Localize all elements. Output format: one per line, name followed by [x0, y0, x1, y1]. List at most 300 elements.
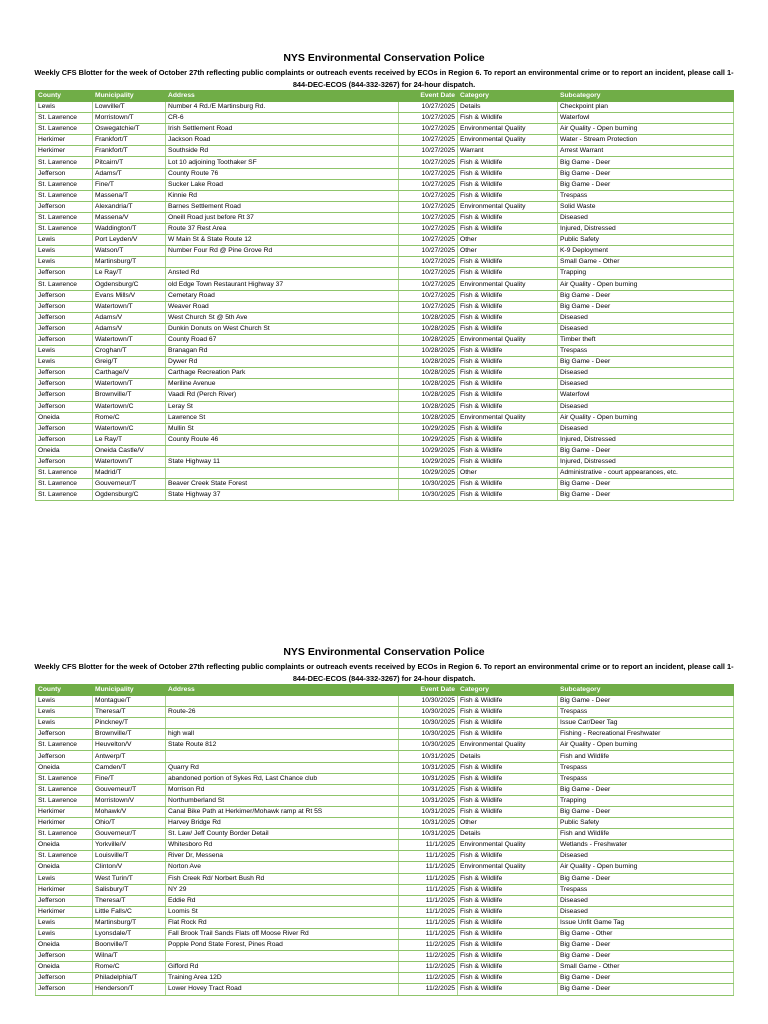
cell-municipality: Brownville/T — [93, 729, 166, 740]
cell-category: Fish & Wildlife — [458, 224, 558, 235]
cell-county: Lewis — [36, 357, 93, 368]
cell-county: Lewis — [36, 718, 93, 729]
cell-category: Fish & Wildlife — [458, 984, 558, 995]
cell-municipality: Mohawk/V — [93, 806, 166, 817]
cell-event-date: 10/27/2025 — [399, 301, 458, 312]
cell-municipality: Carthage/V — [93, 368, 166, 379]
cell-category: Warrant — [458, 146, 558, 157]
cell-subcategory: Fish and Wildlife — [558, 829, 734, 840]
cell-county: Jefferson — [36, 434, 93, 445]
cell-category: Fish & Wildlife — [458, 290, 558, 301]
cell-municipality: Wilna/T — [93, 951, 166, 962]
cell-county: Herkimer — [36, 818, 93, 829]
cell-municipality: Gouverneur/T — [93, 829, 166, 840]
cell-subcategory: Big Game - Deer — [558, 157, 734, 168]
cell-subcategory: Big Game - Deer — [558, 951, 734, 962]
cell-municipality: Evans Mills/V — [93, 290, 166, 301]
cell-address: Quarry Rd — [166, 762, 399, 773]
cell-address: Weaver Road — [166, 301, 399, 312]
cell-category: Fish & Wildlife — [458, 434, 558, 445]
cell-county: Oneida — [36, 862, 93, 873]
column-header-subcategory: Subcategory — [558, 685, 734, 696]
table-row — [36, 379, 734, 390]
cell-subcategory: Solid Waste — [558, 201, 734, 212]
cell-event-date: 10/27/2025 — [399, 157, 458, 168]
cell-address: Loomis St — [166, 906, 399, 917]
table-row — [36, 368, 734, 379]
column-header-municipality: Municipality — [93, 685, 166, 696]
column-header-event-date: Event Date — [399, 91, 458, 102]
cell-municipality: Heuvelton/V — [93, 740, 166, 751]
cell-category: Fish & Wildlife — [458, 479, 558, 490]
cell-event-date: 10/27/2025 — [399, 190, 458, 201]
cell-municipality: Alexandria/T — [93, 201, 166, 212]
cell-municipality: Theresa/T — [93, 707, 166, 718]
cell-county: Jefferson — [36, 323, 93, 334]
cell-county: Oneida — [36, 962, 93, 973]
cell-municipality: Ohio/T — [93, 818, 166, 829]
cell-county: Lewis — [36, 707, 93, 718]
cell-category: Environmental Quality — [458, 740, 558, 751]
cell-event-date: 10/27/2025 — [399, 168, 458, 179]
cell-category: Fish & Wildlife — [458, 962, 558, 973]
cell-subcategory: Checkpoint plan — [558, 102, 734, 113]
blotter-table — [35, 684, 734, 996]
column-header-category: Category — [458, 685, 558, 696]
cell-county: Jefferson — [36, 312, 93, 323]
table-row — [36, 323, 734, 334]
cell-county: Lewis — [36, 257, 93, 268]
cell-subcategory: Trapping — [558, 795, 734, 806]
cell-event-date: 11/2/2025 — [399, 940, 458, 951]
cell-address: Fish Creek Rd/ Norbert Bush Rd — [166, 873, 399, 884]
cell-event-date: 10/27/2025 — [399, 113, 458, 124]
cell-county: Jefferson — [36, 379, 93, 390]
cell-municipality: Morristown/T — [93, 113, 166, 124]
cell-event-date: 10/27/2025 — [399, 102, 458, 113]
cell-municipality: Le Ray/T — [93, 268, 166, 279]
cell-address: Lawrence St — [166, 412, 399, 423]
cell-municipality: Camden/T — [93, 762, 166, 773]
cell-address: Canal Bike Path at Herkimer/Mohawk ramp at Rt 5S — [166, 806, 399, 817]
cell-event-date: 10/30/2025 — [399, 740, 458, 751]
cell-municipality: Clinton/V — [93, 862, 166, 873]
cell-event-date: 11/1/2025 — [399, 851, 458, 862]
cell-category: Fish & Wildlife — [458, 346, 558, 357]
cell-category: Environmental Quality — [458, 412, 558, 423]
cell-address: Northumberland St — [166, 795, 399, 806]
cell-county: St. Lawrence — [36, 212, 93, 223]
cell-subcategory: Big Game - Other — [558, 928, 734, 939]
cell-address: Meriline Avenue — [166, 379, 399, 390]
cell-municipality: Fine/T — [93, 773, 166, 784]
cell-county: St. Lawrence — [36, 773, 93, 784]
cell-address: Flat Rock Rd — [166, 917, 399, 928]
cell-address: Cemetary Road — [166, 290, 399, 301]
cell-subcategory: Water - Stream Protection — [558, 135, 734, 146]
cell-address — [166, 257, 399, 268]
cell-category: Fish & Wildlife — [458, 490, 558, 501]
cell-address: Irish Settlement Road — [166, 124, 399, 135]
table-row — [36, 301, 734, 312]
table-row — [36, 762, 734, 773]
cell-category: Environmental Quality — [458, 840, 558, 851]
cell-category: Other — [458, 246, 558, 257]
cell-category: Other — [458, 818, 558, 829]
cell-category: Fish & Wildlife — [458, 212, 558, 223]
table-row — [36, 212, 734, 223]
table-header-row — [36, 91, 734, 102]
cell-municipality: Rome/C — [93, 412, 166, 423]
cell-address: County Road 67 — [166, 334, 399, 345]
cell-event-date: 10/27/2025 — [399, 124, 458, 135]
cell-subcategory: Diseased — [558, 212, 734, 223]
cell-address: Ansted Rd — [166, 268, 399, 279]
cell-event-date: 10/30/2025 — [399, 729, 458, 740]
table-row — [36, 707, 734, 718]
table-row — [36, 973, 734, 984]
cell-category: Environmental Quality — [458, 279, 558, 290]
column-header-address: Address — [166, 685, 399, 696]
cell-county: Jefferson — [36, 423, 93, 434]
cell-subcategory: Big Game - Deer — [558, 806, 734, 817]
cell-address: Vaadi Rd (Perch River) — [166, 390, 399, 401]
table-row — [36, 818, 734, 829]
cell-county: St. Lawrence — [36, 279, 93, 290]
cell-category: Fish & Wildlife — [458, 718, 558, 729]
cell-category: Fish & Wildlife — [458, 190, 558, 201]
table-row — [36, 884, 734, 895]
table-row — [36, 434, 734, 445]
cell-county: Jefferson — [36, 201, 93, 212]
table-row — [36, 490, 734, 501]
cell-category: Fish & Wildlife — [458, 873, 558, 884]
cell-county: St. Lawrence — [36, 157, 93, 168]
cell-county: St. Lawrence — [36, 124, 93, 135]
table-row — [36, 795, 734, 806]
cell-municipality: Watertown/C — [93, 423, 166, 434]
cell-subcategory: Big Game - Deer — [558, 168, 734, 179]
cell-municipality: Louisville/T — [93, 851, 166, 862]
cell-address: Eddie Rd — [166, 895, 399, 906]
cell-county: Jefferson — [36, 951, 93, 962]
cell-category: Fish & Wildlife — [458, 268, 558, 279]
cell-county: Jefferson — [36, 368, 93, 379]
blotter-page-2 — [0, 646, 768, 996]
cell-county: St. Lawrence — [36, 740, 93, 751]
cell-event-date: 11/1/2025 — [399, 862, 458, 873]
cell-event-date: 10/27/2025 — [399, 201, 458, 212]
cell-county: Lewis — [36, 235, 93, 246]
cell-address: Carthage Recreation Park — [166, 368, 399, 379]
column-header-event-date: Event Date — [399, 685, 458, 696]
cell-municipality: Watson/T — [93, 246, 166, 257]
cell-county: Herkimer — [36, 135, 93, 146]
cell-subcategory: Trapping — [558, 268, 734, 279]
cell-category: Environmental Quality — [458, 334, 558, 345]
cell-event-date: 10/29/2025 — [399, 457, 458, 468]
cell-subcategory: Trespass — [558, 190, 734, 201]
cell-address: County Route 76 — [166, 168, 399, 179]
cell-category: Fish & Wildlife — [458, 696, 558, 707]
cell-municipality: Watertown/C — [93, 401, 166, 412]
cell-county: Jefferson — [36, 401, 93, 412]
cell-subcategory: Diseased — [558, 851, 734, 862]
cell-category: Fish & Wildlife — [458, 401, 558, 412]
cell-municipality: Philadelphia/T — [93, 973, 166, 984]
cell-county: Jefferson — [36, 168, 93, 179]
cell-county: St. Lawrence — [36, 851, 93, 862]
cell-category: Fish & Wildlife — [458, 357, 558, 368]
page-title: NYS Environmental Conservation Police — [283, 646, 485, 658]
cell-subcategory: Diseased — [558, 379, 734, 390]
page-title: NYS Environmental Conservation Police — [283, 52, 485, 64]
cell-county: Jefferson — [36, 751, 93, 762]
cell-event-date: 10/30/2025 — [399, 718, 458, 729]
cell-subcategory: Big Game - Deer — [558, 696, 734, 707]
table-row — [36, 962, 734, 973]
cell-category: Environmental Quality — [458, 862, 558, 873]
cell-subcategory: Big Game - Deer — [558, 490, 734, 501]
cell-category: Environmental Quality — [458, 201, 558, 212]
cell-category: Fish & Wildlife — [458, 795, 558, 806]
cell-municipality: Oswegatchie/T — [93, 124, 166, 135]
cell-event-date: 10/31/2025 — [399, 806, 458, 817]
cell-municipality: Adams/V — [93, 323, 166, 334]
cell-municipality: Gouverneur/T — [93, 479, 166, 490]
table-row — [36, 102, 734, 113]
cell-county: Jefferson — [36, 729, 93, 740]
cell-event-date: 10/28/2025 — [399, 390, 458, 401]
cell-subcategory: Trespass — [558, 762, 734, 773]
cell-municipality: Madrid/T — [93, 468, 166, 479]
cell-event-date: 10/27/2025 — [399, 279, 458, 290]
cell-subcategory: Big Game - Deer — [558, 301, 734, 312]
cell-municipality: Fine/T — [93, 179, 166, 190]
cell-event-date: 10/30/2025 — [399, 479, 458, 490]
cell-municipality: Montague/T — [93, 696, 166, 707]
cell-category: Fish & Wildlife — [458, 368, 558, 379]
table-row — [36, 445, 734, 456]
cell-event-date: 10/29/2025 — [399, 423, 458, 434]
cell-subcategory: Diseased — [558, 401, 734, 412]
cell-address: CR-6 — [166, 113, 399, 124]
cell-municipality: Oneida Castle/V — [93, 445, 166, 456]
cell-category: Environmental Quality — [458, 135, 558, 146]
cell-county: Lewis — [36, 102, 93, 113]
cell-address: Leray St — [166, 401, 399, 412]
cell-address: Barnes Settlement Road — [166, 201, 399, 212]
cell-category: Fish & Wildlife — [458, 157, 558, 168]
cell-subcategory: Diseased — [558, 906, 734, 917]
table-row — [36, 906, 734, 917]
cell-category: Details — [458, 829, 558, 840]
cell-event-date: 10/28/2025 — [399, 323, 458, 334]
cell-county: Herkimer — [36, 806, 93, 817]
cell-category: Fish & Wildlife — [458, 884, 558, 895]
cell-address: Southside Rd — [166, 146, 399, 157]
cell-subcategory: Fish and Wildlife — [558, 751, 734, 762]
cell-subcategory: Issue Unfit Game Tag — [558, 917, 734, 928]
cell-subcategory: Big Game - Deer — [558, 179, 734, 190]
cell-event-date: 10/27/2025 — [399, 235, 458, 246]
table-row — [36, 423, 734, 434]
table-row — [36, 984, 734, 995]
cell-category: Fish & Wildlife — [458, 729, 558, 740]
cell-county: St. Lawrence — [36, 795, 93, 806]
cell-municipality: Adams/T — [93, 168, 166, 179]
cell-category: Fish & Wildlife — [458, 762, 558, 773]
cell-event-date: 11/1/2025 — [399, 873, 458, 884]
cell-category: Other — [458, 468, 558, 479]
cell-county: Jefferson — [36, 301, 93, 312]
cell-address: Norton Ave — [166, 862, 399, 873]
cell-subcategory: K-9 Deployment — [558, 246, 734, 257]
cell-subcategory: Big Game - Deer — [558, 445, 734, 456]
cell-event-date: 10/28/2025 — [399, 412, 458, 423]
cell-subcategory: Diseased — [558, 368, 734, 379]
cell-address: Oneill Road just before Rt 37 — [166, 212, 399, 223]
cell-address — [166, 445, 399, 456]
cell-category: Fish & Wildlife — [458, 707, 558, 718]
cell-subcategory: Big Game - Deer — [558, 940, 734, 951]
cell-subcategory: Air Quality - Open burning — [558, 279, 734, 290]
cell-address: Gifford Rd — [166, 962, 399, 973]
cell-event-date: 10/28/2025 — [399, 368, 458, 379]
cell-county: St. Lawrence — [36, 224, 93, 235]
cell-category: Fish & Wildlife — [458, 940, 558, 951]
cell-address: Beaver Creek State Forest — [166, 479, 399, 490]
cell-municipality: Ogdensburg/C — [93, 490, 166, 501]
cell-municipality: West Turin/T — [93, 873, 166, 884]
cell-subcategory: Waterfowl — [558, 390, 734, 401]
cell-subcategory: Big Game - Deer — [558, 357, 734, 368]
cell-county: Oneida — [36, 840, 93, 851]
table-row — [36, 468, 734, 479]
cell-event-date: 10/29/2025 — [399, 434, 458, 445]
table-row — [36, 917, 734, 928]
table-row — [36, 729, 734, 740]
cell-category: Fish & Wildlife — [458, 917, 558, 928]
table-row — [36, 784, 734, 795]
table-row — [36, 334, 734, 345]
cell-municipality: Boonville/T — [93, 940, 166, 951]
cell-county: Jefferson — [36, 984, 93, 995]
cell-municipality: Martinsburg/T — [93, 917, 166, 928]
cell-event-date: 11/2/2025 — [399, 962, 458, 973]
cell-category: Details — [458, 102, 558, 113]
cell-event-date: 10/27/2025 — [399, 212, 458, 223]
cell-address — [166, 468, 399, 479]
cell-municipality: Watertown/T — [93, 301, 166, 312]
table-row — [36, 346, 734, 357]
cell-county: Jefferson — [36, 268, 93, 279]
cell-municipality: Rome/C — [93, 962, 166, 973]
cell-municipality: Waddington/T — [93, 224, 166, 235]
cell-county: Jefferson — [36, 895, 93, 906]
cell-event-date: 10/27/2025 — [399, 257, 458, 268]
cell-municipality: Lowville/T — [93, 102, 166, 113]
cell-event-date: 10/31/2025 — [399, 784, 458, 795]
cell-county: Oneida — [36, 762, 93, 773]
column-header-county: County — [36, 91, 93, 102]
cell-event-date: 10/31/2025 — [399, 751, 458, 762]
table-row — [36, 124, 734, 135]
cell-subcategory: Big Game - Deer — [558, 784, 734, 795]
cell-address: Lot 10 adjoining Toothaker SF — [166, 157, 399, 168]
cell-category: Fish & Wildlife — [458, 257, 558, 268]
cell-event-date: 10/28/2025 — [399, 401, 458, 412]
cell-event-date: 10/29/2025 — [399, 445, 458, 456]
cell-county: Oneida — [36, 445, 93, 456]
cell-municipality: Morristown/V — [93, 795, 166, 806]
cell-category: Fish & Wildlife — [458, 390, 558, 401]
cell-event-date: 11/1/2025 — [399, 840, 458, 851]
cell-county: St. Lawrence — [36, 179, 93, 190]
cell-address: Harvey Bridge Rd — [166, 818, 399, 829]
cell-subcategory: Air Quality - Open burning — [558, 412, 734, 423]
cell-county: St. Lawrence — [36, 829, 93, 840]
cell-category: Fish & Wildlife — [458, 784, 558, 795]
column-header-subcategory: Subcategory — [558, 91, 734, 102]
table-row — [36, 157, 734, 168]
cell-address: Morrison Rd — [166, 784, 399, 795]
cell-municipality: Yorkville/V — [93, 840, 166, 851]
cell-address: Fall Brook Trail Sands Flats off Moose River Rd — [166, 928, 399, 939]
cell-event-date: 10/28/2025 — [399, 346, 458, 357]
table-row — [36, 895, 734, 906]
cell-category: Fish & Wildlife — [458, 312, 558, 323]
column-header-municipality: Municipality — [93, 91, 166, 102]
cell-subcategory: Trespass — [558, 773, 734, 784]
cell-subcategory: Big Game - Deer — [558, 479, 734, 490]
cell-subcategory: Diseased — [558, 312, 734, 323]
cell-county: Herkimer — [36, 146, 93, 157]
cell-address: Number Four Rd @ Pine Grove Rd — [166, 246, 399, 257]
cell-address: St. Law/ Jeff County Border Detail — [166, 829, 399, 840]
cell-subcategory: Big Game - Deer — [558, 973, 734, 984]
table-row — [36, 862, 734, 873]
cell-category: Fish & Wildlife — [458, 379, 558, 390]
cell-address — [166, 951, 399, 962]
cell-county: Oneida — [36, 412, 93, 423]
cell-address: abandoned portion of Sykes Rd, Last Chance club — [166, 773, 399, 784]
cell-event-date: 10/30/2025 — [399, 696, 458, 707]
cell-county: Lewis — [36, 928, 93, 939]
cell-subcategory: Issue Car/Deer Tag — [558, 718, 734, 729]
cell-address — [166, 696, 399, 707]
cell-event-date: 10/28/2025 — [399, 334, 458, 345]
cell-category: Environmental Quality — [458, 124, 558, 135]
table-row — [36, 357, 734, 368]
cell-county: St. Lawrence — [36, 190, 93, 201]
cell-address: Route 37 Rest Area — [166, 224, 399, 235]
cell-municipality: Pinckney/T — [93, 718, 166, 729]
table-row — [36, 951, 734, 962]
table-row — [36, 928, 734, 939]
cell-municipality: Massena/V — [93, 212, 166, 223]
cell-municipality: Ogdensburg/C — [93, 279, 166, 290]
cell-event-date: 10/27/2025 — [399, 179, 458, 190]
blotter-page-1 — [0, 52, 768, 501]
cell-category: Fish & Wildlife — [458, 928, 558, 939]
table-row — [36, 718, 734, 729]
cell-subcategory: Injured, Distressed — [558, 224, 734, 235]
cell-address: Mullin St — [166, 423, 399, 434]
cell-event-date: 11/1/2025 — [399, 895, 458, 906]
cell-category: Fish & Wildlife — [458, 951, 558, 962]
cell-subcategory: Injured, Distressed — [558, 457, 734, 468]
